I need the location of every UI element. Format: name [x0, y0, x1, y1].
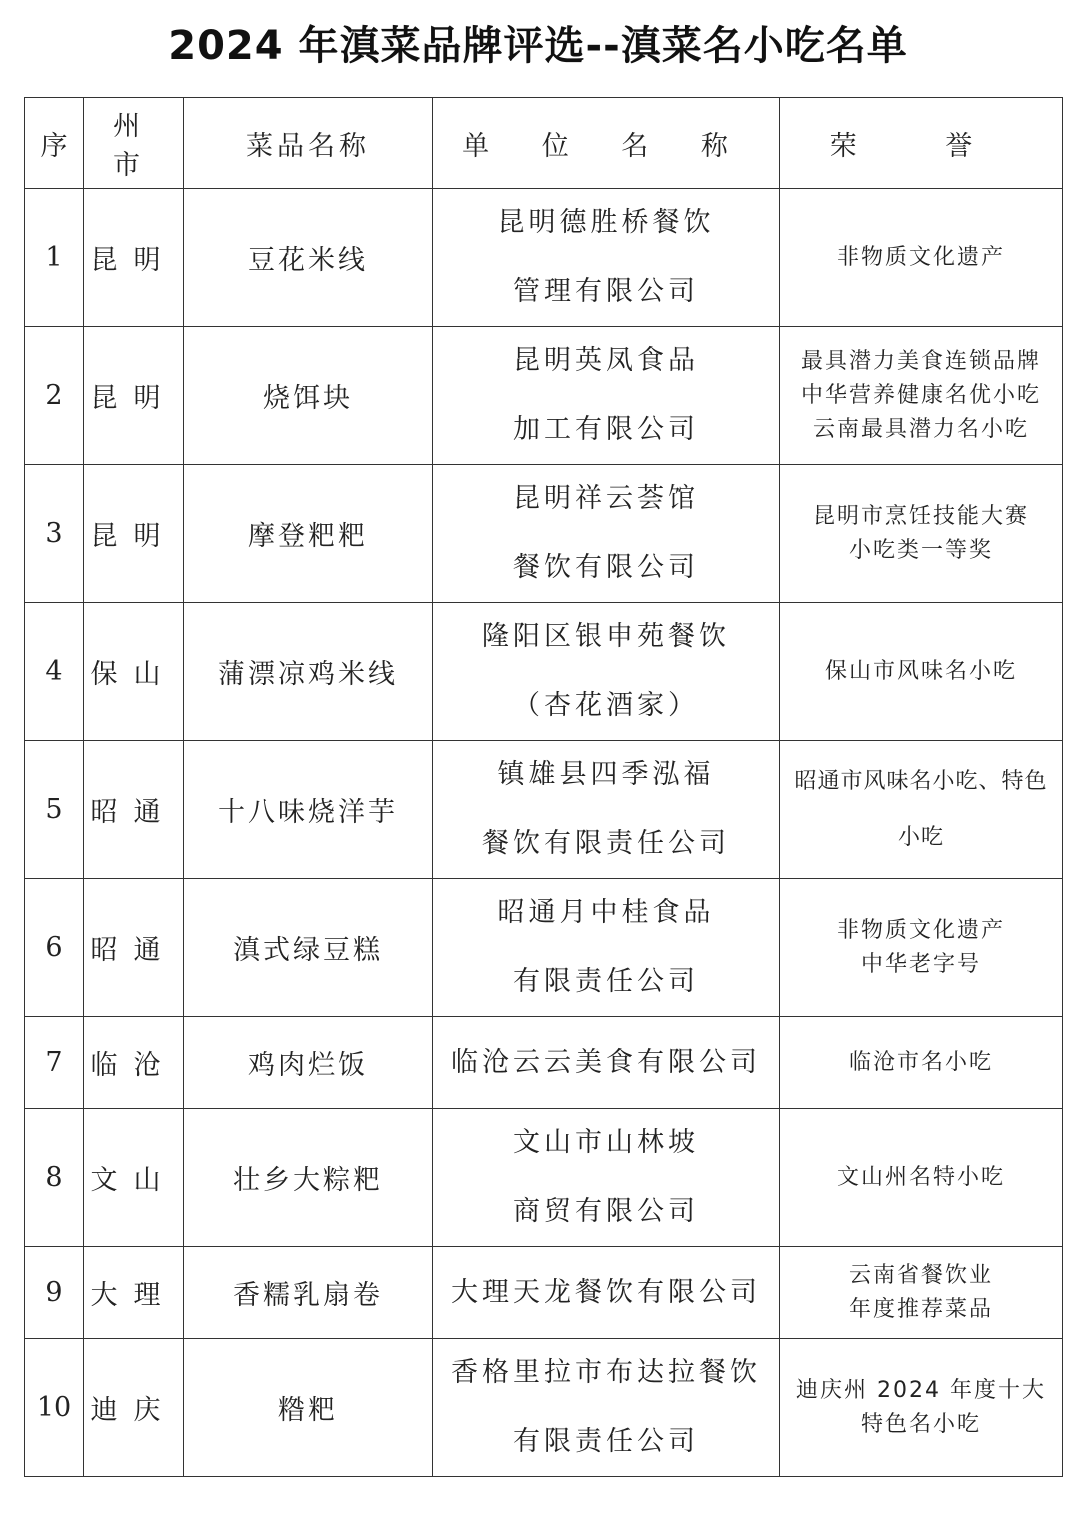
- header-index: 序: [25, 98, 84, 189]
- row-dish: 滇式绿豆糕: [184, 879, 433, 1017]
- honor-line: 保山市风味名小吃: [824, 658, 1017, 684]
- honor-line: 中华营养健康名优小吃: [800, 382, 1041, 408]
- unit-line: 有限责任公司: [513, 966, 699, 997]
- row-honor: [780, 879, 1063, 1017]
- header-unit: 单 位 名 称: [433, 98, 780, 189]
- row-city: 昭通: [84, 741, 184, 879]
- unit-line: 有限责任公司: [513, 1426, 699, 1457]
- table-row: [25, 603, 1063, 741]
- row-honor: [780, 465, 1063, 603]
- row-index: 8: [25, 1109, 84, 1247]
- unit-line: 临沧云云美食有限公司: [451, 1046, 761, 1078]
- unit-line: 昭通月中桂食品: [497, 897, 715, 928]
- page-title: 2024 年滇菜品牌评选--滇菜名小吃名单: [168, 23, 908, 69]
- row-index: 10: [25, 1339, 84, 1477]
- table-row: [25, 1247, 1063, 1339]
- row-honor: [780, 189, 1063, 327]
- header-dish: 菜品名称: [184, 98, 433, 189]
- table-header-row: [25, 98, 1063, 189]
- row-honor: [780, 1109, 1063, 1247]
- row-honor: [780, 603, 1063, 741]
- unit-line: 文山市山林坡: [513, 1127, 699, 1158]
- unit-line: 镇雄县四季泓福: [497, 759, 715, 790]
- row-index: 5: [25, 741, 84, 879]
- honor-line: 非物质文化遗产: [836, 917, 1005, 943]
- honor-line: 非物质文化遗产: [836, 244, 1005, 270]
- table-row: [25, 327, 1063, 465]
- row-index: 4: [25, 603, 84, 741]
- unit-line: 昆明德胜桥餐饮: [497, 207, 715, 238]
- row-unit: [433, 879, 780, 1017]
- row-dish: 十八味烧洋芋: [184, 741, 433, 879]
- unit-line: 昆明祥云荟馆: [513, 483, 699, 514]
- table-row: [25, 879, 1063, 1017]
- honor-line: 小吃: [897, 824, 944, 850]
- header-honor: 荣 誉: [780, 98, 1063, 189]
- row-unit: [433, 189, 780, 327]
- row-city: 大理: [84, 1247, 184, 1339]
- table-row: [25, 741, 1063, 879]
- row-index: 1: [25, 189, 84, 327]
- row-dish: 糌粑: [184, 1339, 433, 1477]
- unit-line: 香格里拉市布达拉餐饮: [451, 1357, 761, 1388]
- row-city: 昭通: [84, 879, 184, 1017]
- row-index: 3: [25, 465, 84, 603]
- honor-line: 小吃类一等奖: [848, 537, 993, 563]
- row-unit: [433, 1247, 780, 1339]
- row-index: 6: [25, 879, 84, 1017]
- row-honor: [780, 1339, 1063, 1477]
- row-unit: [433, 327, 780, 465]
- table-row: [25, 1339, 1063, 1477]
- row-unit: [433, 1017, 780, 1109]
- row-index: 9: [25, 1247, 84, 1339]
- row-dish: 豆花米线: [184, 189, 433, 327]
- row-city: 文山: [84, 1109, 184, 1247]
- row-unit: [433, 1339, 780, 1477]
- honor-line: 昭通市风味名小吃、特色: [794, 768, 1048, 794]
- unit-line: 隆阳区银申苑餐饮: [482, 621, 730, 652]
- unit-line: 商贸有限公司: [513, 1196, 699, 1227]
- table-row: [25, 1017, 1063, 1109]
- honor-line: 文山州名特小吃: [836, 1164, 1005, 1190]
- table-row: [25, 189, 1063, 327]
- honor-line: 年度推荐菜品: [848, 1296, 993, 1322]
- unit-line: （杏花酒家）: [513, 690, 699, 721]
- unit-line: 大理天龙餐饮有限公司: [451, 1276, 761, 1308]
- honor-line: 云南最具潜力名小吃: [812, 416, 1029, 442]
- row-city: 昆明: [84, 465, 184, 603]
- unit-line: 昆明英凤食品: [513, 345, 699, 376]
- row-index: 7: [25, 1017, 84, 1109]
- snack-list-table: [24, 97, 1063, 1477]
- row-honor: [780, 1247, 1063, 1339]
- row-city: 保山: [84, 603, 184, 741]
- unit-line: 餐饮有限公司: [513, 552, 699, 583]
- row-honor: [780, 1017, 1063, 1109]
- row-dish: 壮乡大粽粑: [184, 1109, 433, 1247]
- row-index: 2: [25, 327, 84, 465]
- honor-line: 昆明市烹饪技能大赛: [812, 503, 1029, 529]
- unit-line: 加工有限公司: [513, 414, 699, 445]
- honor-line: 云南省餐饮业: [848, 1262, 993, 1288]
- honor-line: 特色名小吃: [860, 1411, 981, 1437]
- row-dish: 鸡肉烂饭: [184, 1017, 433, 1109]
- row-unit: [433, 465, 780, 603]
- row-city: 迪庆: [84, 1339, 184, 1477]
- honor-line: 中华老字号: [860, 951, 981, 977]
- table-row: [25, 465, 1063, 603]
- row-unit: [433, 603, 780, 741]
- row-unit: [433, 1109, 780, 1247]
- honor-line: 迪庆州 2024 年度十大: [796, 1377, 1046, 1403]
- row-dish: 烧饵块: [184, 327, 433, 465]
- row-dish: 香糯乳扇卷: [184, 1247, 433, 1339]
- honor-line: 临沧市名小吃: [848, 1049, 993, 1075]
- unit-line: 管理有限公司: [513, 276, 699, 307]
- row-unit: [433, 741, 780, 879]
- row-city: 临沧: [84, 1017, 184, 1109]
- row-dish: 摩登粑粑: [184, 465, 433, 603]
- unit-line: 餐饮有限责任公司: [482, 828, 730, 859]
- row-honor: [780, 741, 1063, 879]
- row-dish: 蒲漂凉鸡米线: [184, 603, 433, 741]
- row-honor: [780, 327, 1063, 465]
- header-city: 州 市: [84, 98, 184, 189]
- row-city: 昆明: [84, 327, 184, 465]
- honor-line: 最具潜力美食连锁品牌: [800, 348, 1041, 374]
- table-row: [25, 1109, 1063, 1247]
- row-city: 昆明: [84, 189, 184, 327]
